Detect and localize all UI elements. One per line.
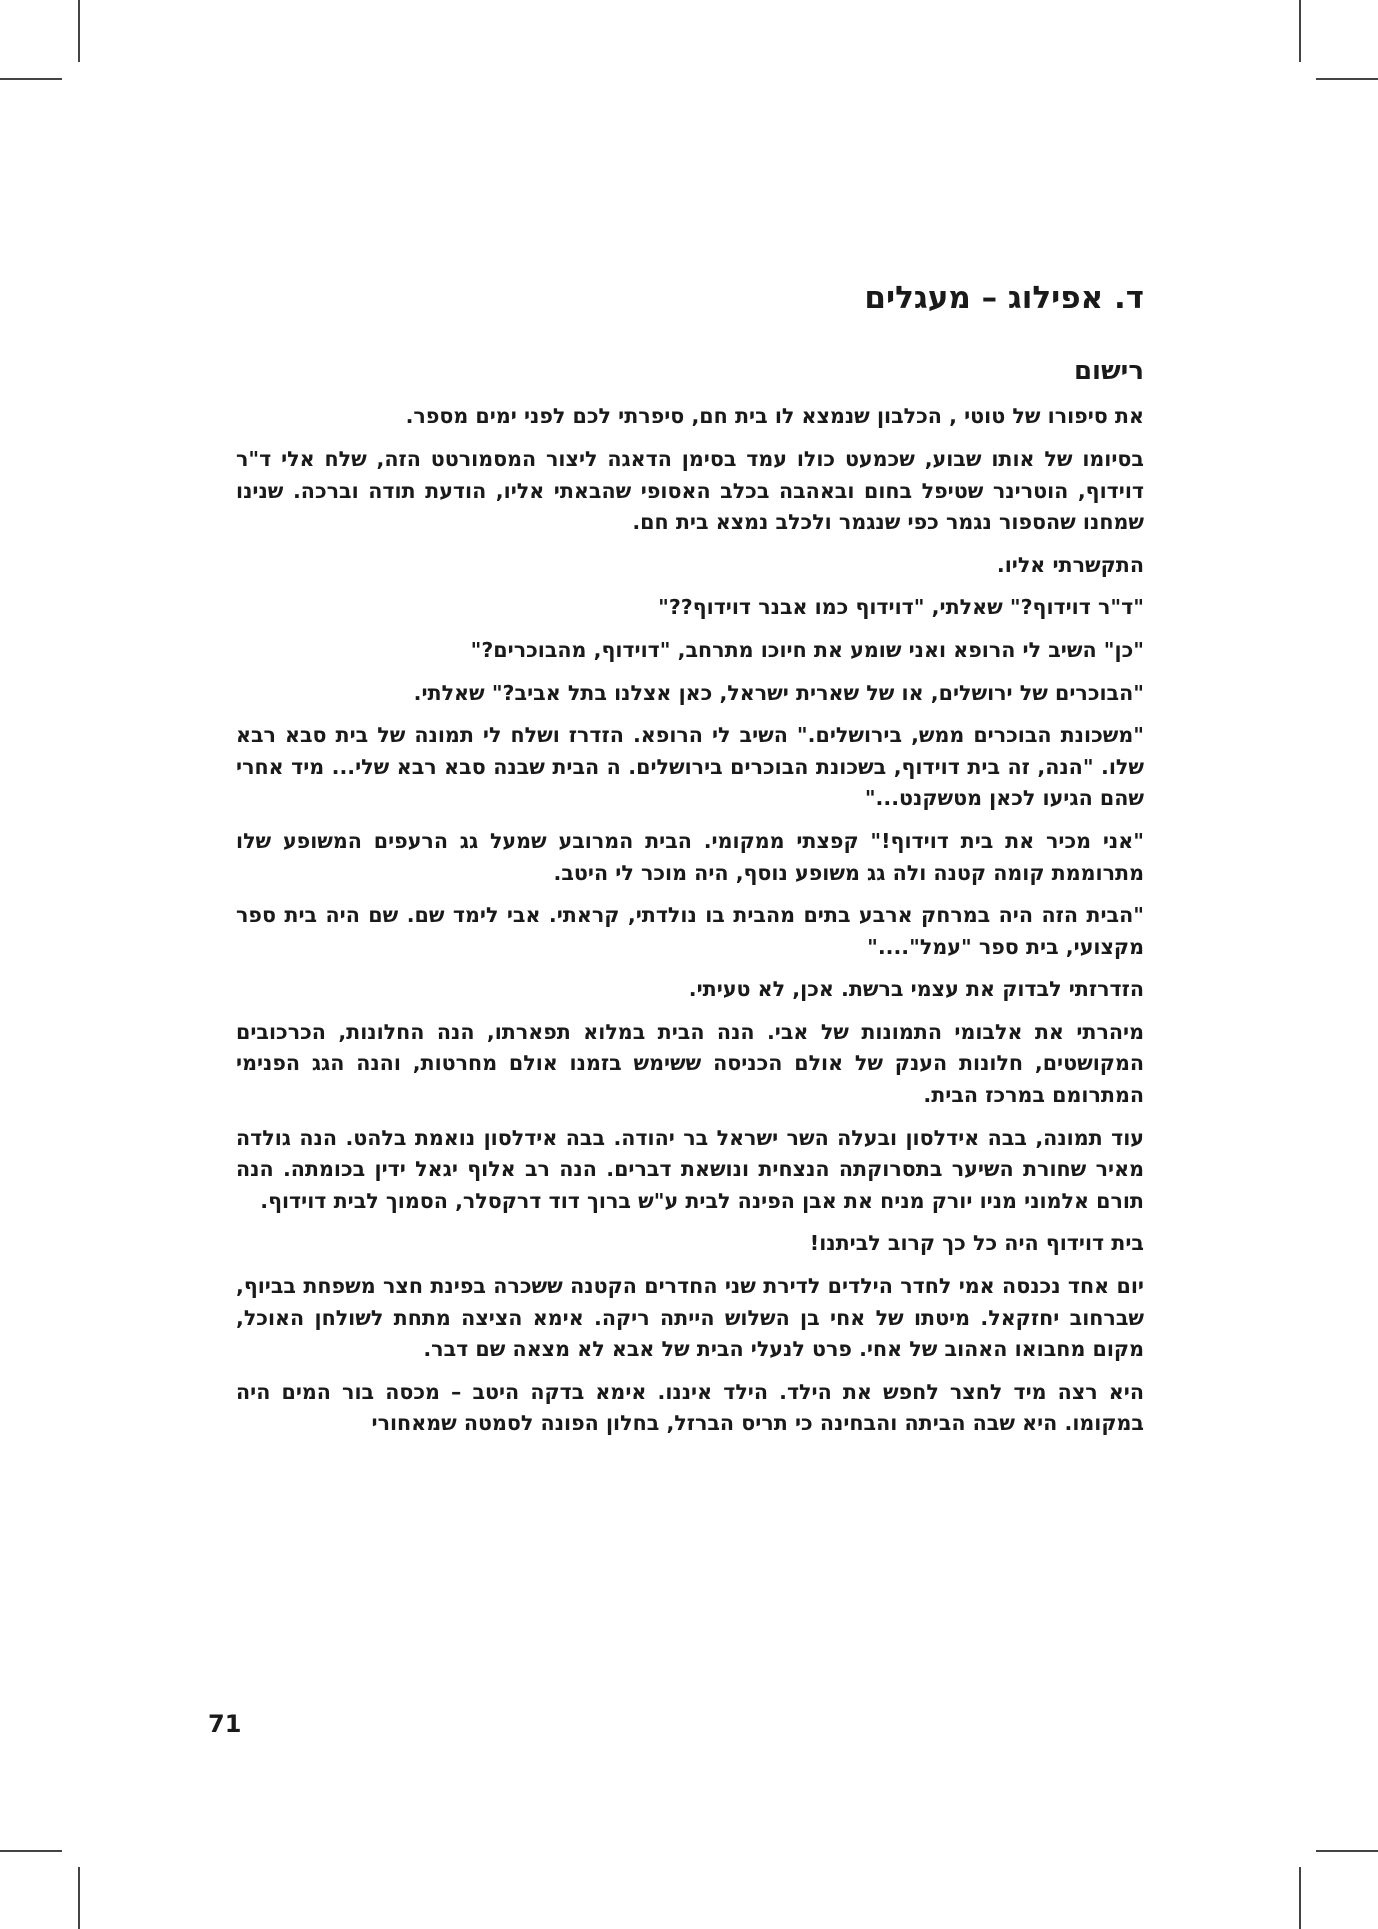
paragraph: הזדרזתי לבדוק את עצמי ברשת. אכן, לא טעיתי. [688,977,1144,1002]
crop-mark-bottom-right [1299,1867,1301,1929]
paragraph: יום אחד נכנסה אמי לחדר הילדים לדירת שני החדרים הקטנה ששכרה בפינת חצר משפחת בביוף, שברחוב יחזקאל. מיטתו של אחי בן השלוש הייתה ריקה. אימא הציצה מתחת לשולחן האוכל, מקום מחבואו האהוב של אחי. פרט לנעלי הבית של אבא לא מצאה שם דבר. [236,1274,1144,1362]
paragraph: "משכונת הבוכרים ממש, בירושלים." השיב לי הרופא. הזדרז ושלח לי תמונה של בית סבא רבא שלו. "הנה, זה בית דוידוף, בשכונת הבוכרים בירושלים. ה הבית שבנה סבא רבא שלי... מיד אחרי שהם הגיעו לכאן מטשקנט..." [236,723,1144,811]
crop-mark-left-top [0,78,62,80]
crop-mark-right-bottom [1316,1850,1378,1852]
paragraph: "כן" השיב לי הרופא ואני שומע את חיוכו מתרחב, "דוידוף, מהבוכרים?" [470,637,1144,662]
crop-mark-left-bottom [0,1850,62,1852]
chapter-title: ד. אפילוג – מעגלים [864,280,1144,316]
crop-mark-top-right [1299,0,1301,62]
paragraph: עוד תמונה, בבה אידלסון ובעלה השר ישראל בר יהודה. בבה אידלסון נואמת בלהט. הנה גולדה מאיר שחורת השיער בתסרוקתה הנצחית ונושאת דברים. הנה רב אלוף יגאל ידין בכומתה. הנה תורם אלמוני מניו יורק מניח את אבן הפינה לבית ע"ש ברוך דוד דרקסלר, הסמוך לבית דוידוף. [236,1125,1144,1213]
crop-mark-top-left [78,0,80,62]
paragraph: התקשרתי אליו. [996,552,1144,577]
page-content [236,278,1144,1451]
paragraph: בסיומו של אותו שבוע, שכמעט כולו עמד בסימן הדאגה ליצור המסמורטט הזה, שלח אלי ד"ר דוידוף, הוטרינר שטיפל בחום ובאהבה בכלב האסופי שהבאתי אליו, הודעת תודה וברכה. שנינו שמחנו שהספור נגמר כפי שנגמר ולכלב נמצא בית חם. [236,446,1144,535]
crop-mark-bottom-left [78,1867,80,1929]
paragraph: בית דוידוף היה כל כך קרוב לביתנו! [809,1231,1144,1256]
paragraph: "הבית הזה היה במרחק ארבע בתים מהבית בו נולדתי, קראתי. אבי לימד שם. שם היה בית ספר מקצועי, בית ספר "עמל"...." [236,903,1144,959]
paragraph: מיהרתי את אלבומי התמונות של אבי. הנה הבית במלוא תפארתו, הנה החלונות, הכרכובים המקושטים, חלונות הענק של אולם הכניסה ששימש בזמנו אולם מחרטות, והנה הגג הפנימי המתרומם במרכז הבית. [236,1019,1144,1108]
page-number: 71 [208,1710,242,1738]
paragraph: "ד"ר דוידוף?" שאלתי, "דוידוף כמו אבנר דוידוף??" [658,595,1144,620]
paragraph: "הבוכרים של ירושלים, או של שארית ישראל, כאן אצלנו בתל אביב?" שאלתי. [413,680,1144,705]
crop-mark-right-top [1316,78,1378,80]
section-title: רישום [1073,356,1144,387]
paragraph: את סיפורו של טוטי , הכלבון שנמצא לו בית חם, סיפרתי לכם לפני ימים מספר. [405,404,1144,429]
paragraph: היא רצה מיד לחצר לחפש את הילד. הילד איננו. אימא בדקה היטב – מכסה בור המים היה במקומו. היא שבה הביתה והבחינה כי תריס הברזל, בחלון הפונה לסמטה שמאחורי [236,1379,1144,1436]
paragraph: "אני מכיר את בית דוידוף!" קפצתי ממקומי. הבית המרובע שמעל גג הרעפים המשופע שלו מתרוממת קומה קטנה ולה גג משופע נוסף, היה מוכר לי היטב. [236,828,1144,885]
